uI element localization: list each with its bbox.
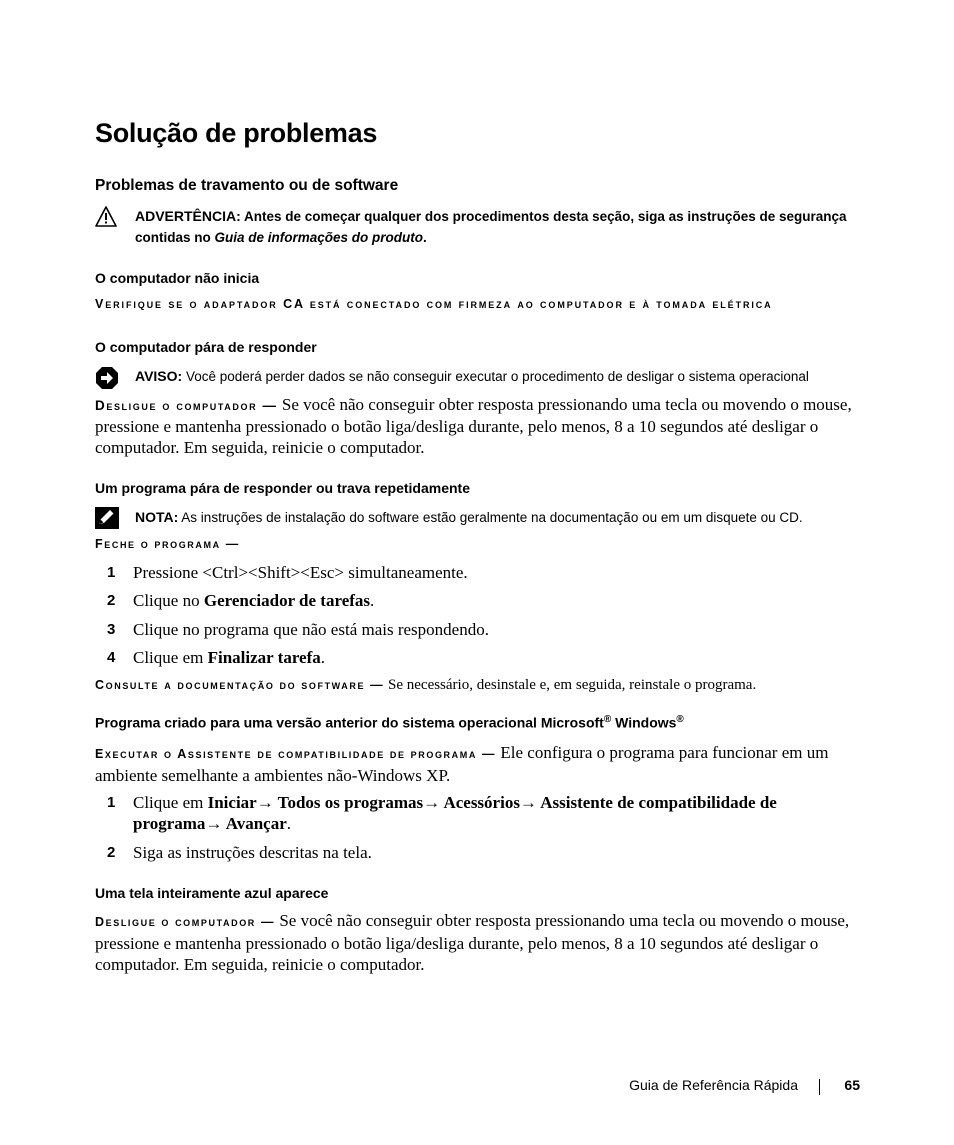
step-number: 1 [107, 564, 116, 581]
warning-triangle-icon [95, 206, 125, 228]
consult-docs-line [95, 676, 860, 694]
page-number: 65 [844, 1077, 860, 1093]
compat-lead: Executar o Assistente de compatibilidade de programa — [95, 747, 497, 761]
warning-guide-title: Guia de informações do produto [214, 230, 424, 245]
warning-body: Antes de começar qualquer dos procedimentos desta seção, siga as instruções de segurança contidas no [135, 209, 847, 245]
step-text [133, 562, 468, 583]
step-number: 2 [107, 844, 116, 861]
section-heading: Problemas de travamento ou de software [95, 177, 399, 194]
step-text-post: . [370, 591, 375, 610]
step-text [133, 590, 374, 611]
step-number: 2 [107, 592, 116, 609]
step-text [133, 619, 489, 640]
consult-lead: Consulte a documentação do software — [95, 678, 385, 692]
step-number: 1 [107, 794, 116, 811]
step-number: 3 [107, 621, 116, 638]
step-text-post: . [320, 648, 326, 667]
step-text [133, 647, 325, 668]
warning-end: . [423, 230, 427, 245]
consult-body: Se necessário, desinstale e, em seguida, reinstale o programa. [384, 677, 757, 693]
list-item [95, 590, 860, 611]
note-label: NOTA: [135, 509, 179, 525]
note-body: As instruções de instalação do software estão geralmente na documentação ou em um disquete ou CD. [178, 510, 803, 525]
footer-guide-title: Guia de Referência Rápida [629, 1077, 798, 1093]
compat-wizard-paragraph [95, 742, 860, 786]
warning-label: ADVERTÊNCIA: [135, 208, 241, 224]
note-text [135, 507, 860, 528]
list-item [95, 619, 860, 640]
step-text-post: . [286, 814, 292, 833]
note-box [95, 507, 860, 529]
shutdown-paragraph-2 [95, 910, 860, 975]
shutdown-lead-1: Desligue o computador — [95, 398, 278, 413]
check-adapter-line: Verifique se o adaptador CA está conectado com firmeza ao computador e à tomada elétrica [95, 297, 773, 311]
compat-body: Ele configura o programa para funcionar em um ambiente semelhante a ambientes não-Windows XP. [95, 743, 829, 785]
close-program-lead: Feche o programa — [95, 537, 240, 551]
list-item [95, 562, 860, 583]
notice-body: Você poderá perder dados se não conseguir executar o procedimento de desligar o sistema operacional [182, 369, 809, 384]
subheading-blue-screen: Uma tela inteiramente azul aparece [95, 885, 329, 901]
step-text-bold: Gerenciador de tarefas [203, 591, 371, 610]
subheading-older-windows [95, 714, 684, 731]
page-footer [95, 1077, 860, 1097]
shutdown-body-2: Se você não conseguir obter resposta pressionando uma tecla ou movendo o mouse, pressione e mantenha pressionado o botão liga/desliga durante, pelo menos, 8 a 10 segundos até desligar o computador. Em seguida, reinicie o computador. [95, 911, 850, 974]
step-text-bold: Finalizar tarefa [207, 648, 321, 667]
shutdown-lead-2: Desligue o computador — [95, 915, 276, 929]
document-page [95, 0, 860, 1145]
footer-divider [819, 1079, 820, 1095]
step-text-bold: Iniciar→ Todos os programas→ Acessórios→ Assistente de compatibilidade de programa→ Avançar [133, 793, 777, 833]
notice-label: AVISO: [135, 368, 183, 384]
shutdown-paragraph-1 [95, 394, 860, 458]
note-pencil-icon [95, 507, 125, 529]
step-text-pre: Clique no [133, 591, 204, 610]
notice-text [135, 366, 860, 387]
page-title: Solução de problemas [95, 118, 378, 148]
warning-text [135, 206, 860, 248]
notice-arrow-icon [95, 366, 125, 388]
warning-box [95, 206, 860, 248]
step-text [133, 792, 813, 834]
step-text: Siga as instruções descritas na tela. [133, 843, 372, 862]
step-text-pre: Pressione <Ctrl><Shift><Esc> simultaneamente. [133, 563, 468, 582]
older-windows-heading-a: Programa criado para uma versão anterior do sistema operacional Microsoft [95, 714, 604, 731]
step-text-pre: Clique em [133, 648, 208, 667]
list-item [95, 842, 860, 863]
subheading-program-stops: Um programa pára de responder ou trava repetidamente [95, 480, 470, 496]
list-item [95, 792, 860, 834]
subheading-stops-responding: O computador pára de responder [95, 339, 317, 355]
registered-mark: ® [603, 714, 612, 725]
shutdown-body-1: Se você não conseguir obter resposta pressionando uma tecla ou movendo o mouse, pressione e mantenha pressionado o botão liga/desliga durante, pelo menos, 8 a 10 segundos até desligar o computador. Em seguida, reinicie o computador. [95, 395, 852, 457]
notice-box [95, 366, 860, 388]
step-text-pre: Clique no programa que não está mais respondendo. [133, 620, 489, 639]
registered-mark: ® [676, 714, 684, 725]
step-text-pre: Clique em [133, 793, 208, 812]
list-item [95, 647, 860, 668]
subheading-not-starting: O computador não inicia [95, 270, 260, 286]
older-windows-heading-b: Windows [611, 714, 677, 731]
step-number: 4 [107, 649, 116, 666]
